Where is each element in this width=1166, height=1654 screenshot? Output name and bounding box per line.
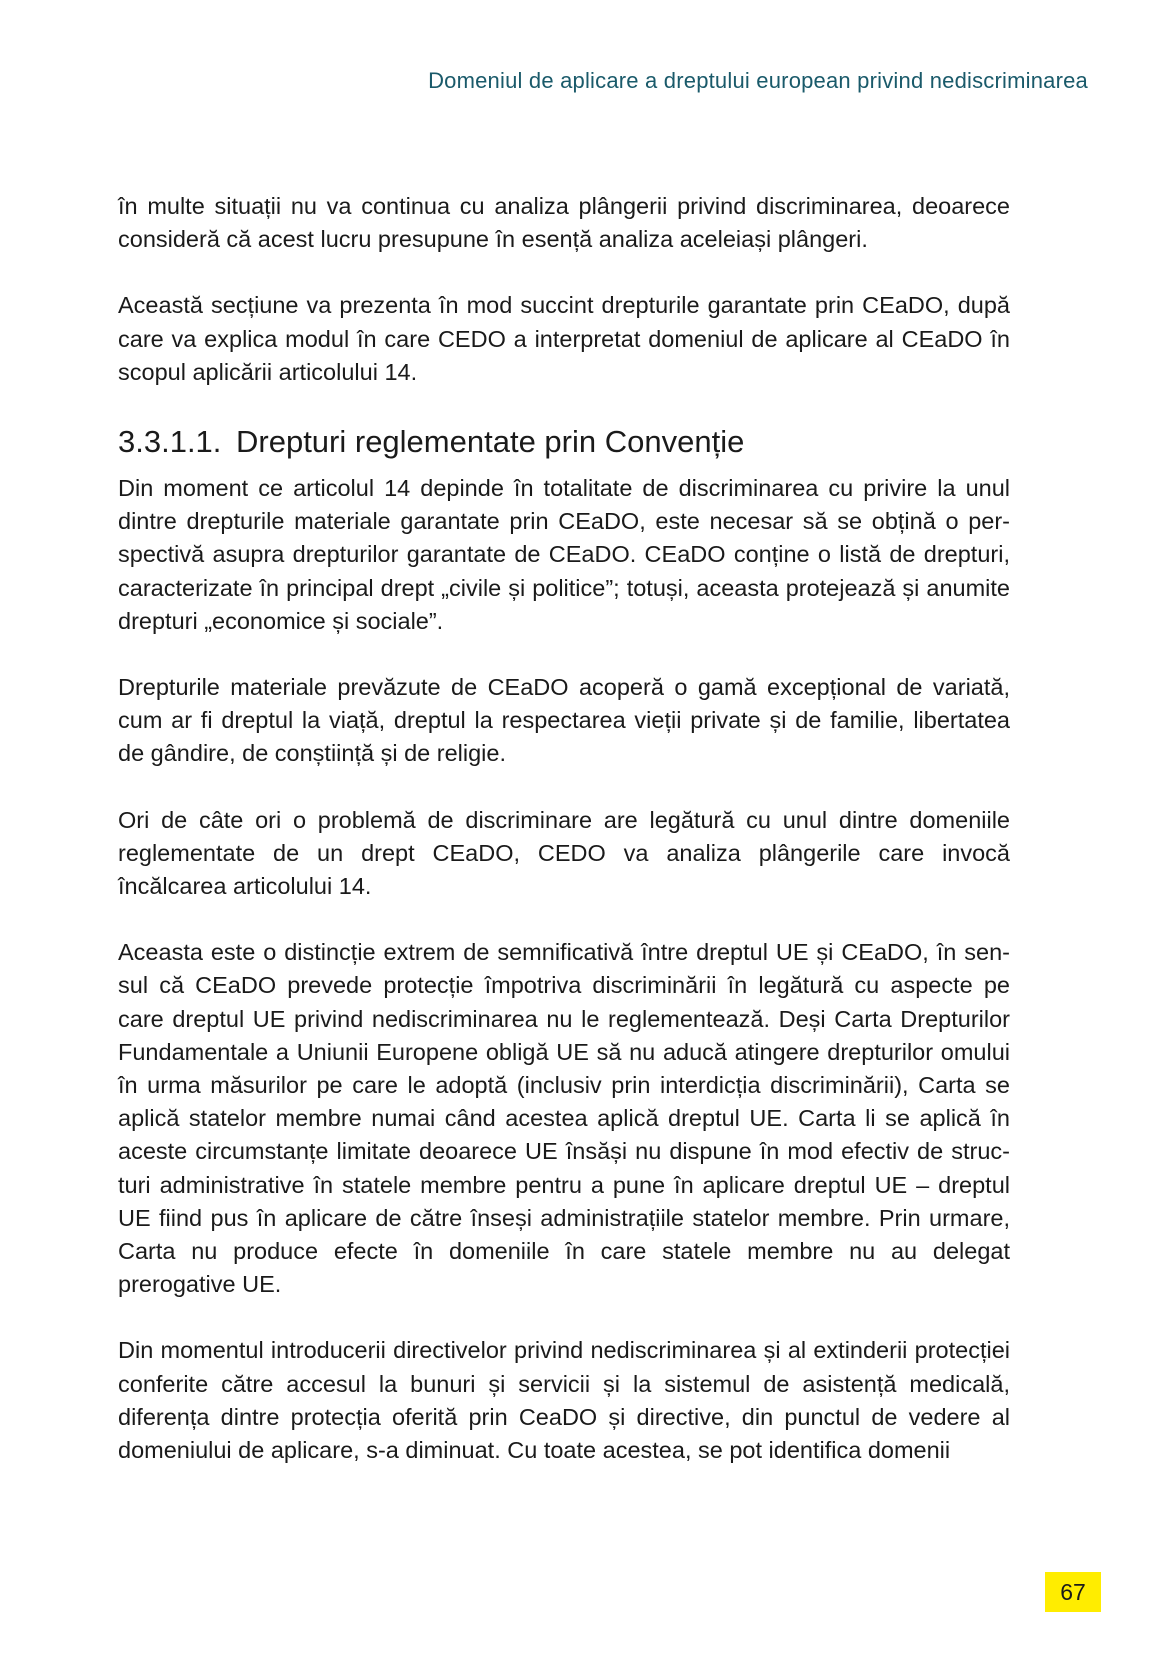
section-title: Drepturi reglementate prin Convenție	[236, 424, 745, 460]
paragraph-section-3: Ori de câte ori o problemă de discriminare are legătură cu unul dintre domeniile reglementate de un drept CEaDO, CEDO va analiza plângerile care invocă încălcarea articolului 14.	[118, 806, 1010, 900]
paragraph-section-2: Drepturile materiale prevăzute de CEaDO acoperă o gamă excepțional de variată, cum ar fi dreptul la viață, dreptul la respectarea vieții private și de familie, libertatea de gândire, de conștiință și de religie.	[118, 674, 1010, 767]
paragraph-intro-1: în multe situații nu va continua cu analiza plângerii privind discriminarea, deoarece consideră că acest lucru presupune în esență analiza aceleiași plângeri.	[118, 193, 1010, 253]
page-body	[118, 190, 1010, 1500]
paragraph-section-4: Aceasta este o distincție extrem de semnificativă între dreptul UE și CEaDO, în sensul că CEaDO prevede protecție împotriva discriminării în legătură cu aspecte pe care dreptul UE privind nediscriminarea nu le reglementează. Deși Carta Drepturilor Fundamentale a Uniunii Europene obligă UE să nu aducă atingere drepturilor omului în urma măsurilor pe care le adoptă (inclusiv prin interdicția discriminării), Carta se aplică statelor membre numai când acestea aplică dreptul UE. Carta li se aplică în aceste circumstanțe limitate deoarece UE însăși nu dispune în mod efectiv de structuri administrative în statele membre pentru a pune în aplicare dreptul UE – dreptul UE fiind pus în aplicare de către înseși administrațiile statelor membre. Prin urmare, Carta nu produce efecte în domeniile în care statele membre nu au delegat prerogative UE.	[118, 939, 1010, 1298]
paragraph-intro-2: Această secțiune va prezenta în mod succint drepturile garantate prin CEaDO, după care va explica modul în care CEDO a interpretat domeniul de aplicare al CEaDO în scopul aplicării articolului 14.	[118, 292, 1010, 385]
page-number-badge: 67	[1045, 1572, 1101, 1612]
paragraph-section-1: Din moment ce articolul 14 depinde în totalitate de discriminarea cu privire la unul dintre drepturile materiale garantate prin CEaDO, este necesar să se obțină o perspectivă asupra drepturilor garantate de CEaDO. CEaDO conține o listă de drepturi, caracterizate în principal drept „civile și politice”; totuși, aceasta protejează și anumite drepturi „economice și sociale”.	[118, 475, 1010, 634]
paragraph-section-5: Din momentul introducerii directivelor privind nediscriminarea și al extinderii protecției conferite către accesul la bunuri și servicii și la sistemul de asistență medicală, diferența dintre protecția oferită prin CeaDO și directive, din punctul de vedere al domeniului de aplicare, s-a diminuat. Cu toate acestea, se pot identifica domenii	[118, 1337, 1010, 1464]
section-heading	[118, 422, 1010, 462]
section-number: 3.3.1.1.	[118, 424, 222, 460]
running-header-title: Domeniul de aplicare a dreptului european privind nediscriminarea	[428, 68, 1088, 93]
